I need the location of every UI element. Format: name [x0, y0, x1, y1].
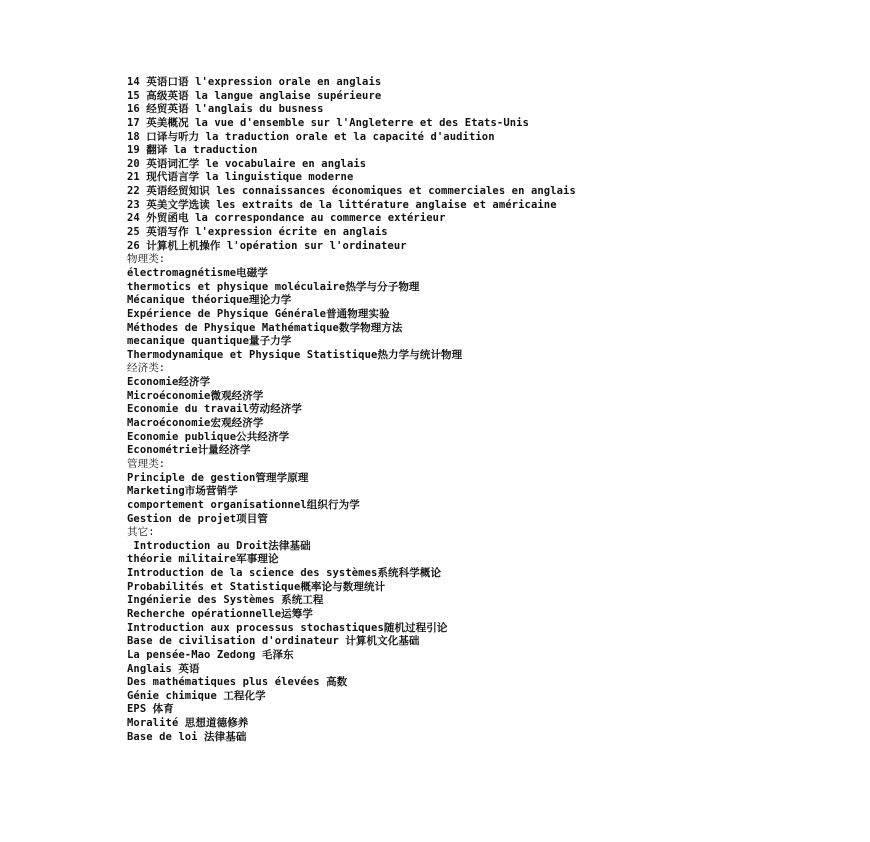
- course-line: 24 外贸函电 la correspondance au commerce extérieur: [127, 212, 446, 225]
- course-line: Mécanique théorique理论力学: [127, 294, 292, 307]
- course-line: Economie publique公共经济学: [127, 430, 290, 443]
- course-line: Introduction au Droit法律基础: [127, 539, 311, 552]
- course-line: Expérience de Physique Générale普通物理实验: [127, 307, 390, 320]
- section-heading: 经济类:: [127, 362, 166, 375]
- course-line: 17 英美概况 la vue d'ensemble sur l'Angleterre et des Etats-Unis: [127, 116, 530, 129]
- course-line: Economie经济学: [127, 376, 211, 389]
- course-line: Probabilités et Statistique概率论与数理统计: [127, 580, 386, 593]
- course-line: 22 英语经贸知识 les connaissances économiques et commerciales en anglais: [127, 185, 576, 198]
- course-line: Introduction de la science des systèmes系统科学概论: [127, 567, 442, 580]
- course-line: Gestion de projet项目管: [127, 512, 268, 525]
- section-heading: 管理类:: [127, 457, 166, 470]
- course-line: Base de loi 法律基础: [127, 730, 247, 743]
- course-line: 15 高级英语 la langue anglaise supérieure: [127, 89, 382, 102]
- course-line: Thermodynamique et Physique Statistique热力学与统计物理: [127, 348, 463, 361]
- course-line: Ingénierie des Systèmes 系统工程: [127, 594, 324, 607]
- course-line: Recherche opérationnelle运筹学: [127, 607, 313, 620]
- course-line: Principle de gestion管理学原理: [127, 471, 309, 484]
- course-line: Microéconomie微观经济学: [127, 389, 264, 402]
- course-line: 21 现代语言学 la linguistique moderne: [127, 171, 354, 184]
- course-line: thermotics et physique moléculaire热学与分子物理: [127, 280, 420, 293]
- document-body: [127, 76, 847, 744]
- course-line: 19 翻译 la traduction: [127, 144, 258, 157]
- course-line: Anglais 英语: [127, 662, 200, 675]
- section-heading: 物理类:: [127, 253, 166, 266]
- section-heading: 其它:: [127, 526, 155, 539]
- course-line: Introduction aux processus stochastiques随机过程引论: [127, 621, 448, 634]
- course-line: mecanique quantique量子力学: [127, 335, 292, 348]
- course-line: 20 英语词汇学 le vocabulaire en anglais: [127, 157, 367, 170]
- course-line: 23 英美文学选读 les extraits de la littérature anglaise et américaine: [127, 198, 557, 211]
- course-line: Economie du travail劳动经济学: [127, 403, 303, 416]
- course-line: 14 英语口语 l'expression orale en anglais: [127, 76, 382, 88]
- course-line: Méthodes de Physique Mathématique数学物理方法: [127, 321, 403, 334]
- course-line: Moralité 思想道德修养: [127, 717, 249, 730]
- course-line: Marketing市场营销学: [127, 485, 238, 498]
- course-line: Des mathématiques plus élevées 高数: [127, 676, 348, 689]
- course-line: Génie chimique 工程化学: [127, 689, 266, 702]
- course-line: Econométrie计量经济学: [127, 444, 251, 457]
- course-line: théorie militaire军事理论: [127, 553, 279, 566]
- course-line: Macroéconomie宏观经济学: [127, 417, 264, 430]
- course-line: 16 经贸英语 l'anglais du busness: [127, 103, 324, 116]
- course-line: 26 计算机上机操作 l'opération sur l'ordinateur: [127, 239, 407, 252]
- course-line: électromagnétisme电磁学: [127, 266, 268, 279]
- course-line: 18 口译与听力 la traduction orale et la capacité d'audition: [127, 130, 495, 143]
- course-line: La pensée-Mao Zedong 毛泽东: [127, 648, 294, 661]
- course-line: 25 英语写作 l'expression écrite en anglais: [127, 226, 388, 239]
- course-line: comportement organisationnel组织行为学: [127, 498, 360, 511]
- course-line: Base de civilisation d'ordinateur 计算机文化基础: [127, 635, 420, 648]
- course-line: EPS 体育: [127, 703, 174, 716]
